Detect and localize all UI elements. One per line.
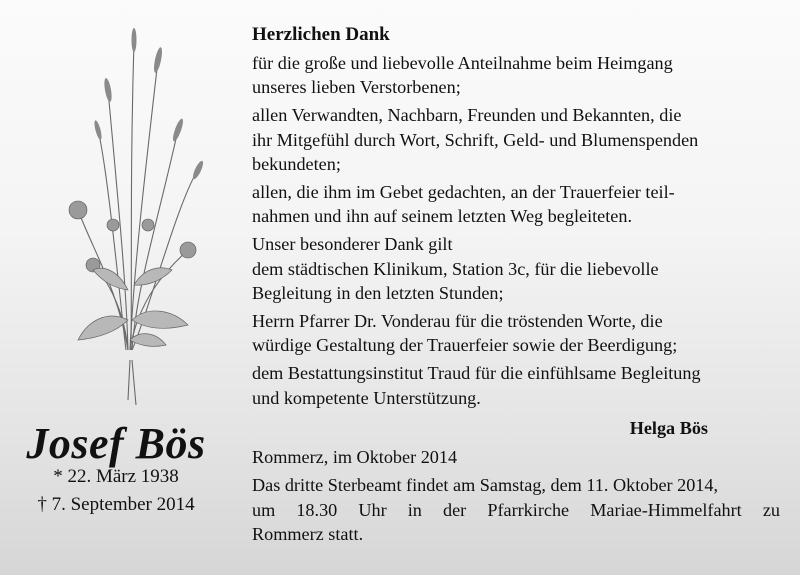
text-line: Das dritte Sterbeamt findet am Samstag, dem 11. Oktober 2014, xyxy=(252,475,719,496)
birth-date: * 22. März 1938 xyxy=(53,466,179,487)
deceased-name: Josef Bös xyxy=(26,419,206,468)
text-line: allen, die ihm im Gebet gedachten, an der Trauerfeier teil- xyxy=(252,182,675,203)
text-line: dem Bestattungsinstitut Traud für die einfühlsame Begleitung xyxy=(252,363,701,384)
text-line: würdige Gestaltung der Trauerfeier sowie der Beerdigung; xyxy=(252,335,678,356)
death-date: † 7. September 2014 xyxy=(37,494,195,515)
left-column xyxy=(0,0,232,575)
text-line: Rommerz statt. xyxy=(252,523,364,544)
place-date xyxy=(252,445,780,469)
text-line: Rommerz, im Oktober 2014 xyxy=(252,447,458,468)
text-line: Unser besonderer Dank gilt xyxy=(252,234,453,255)
thank-you-text xyxy=(252,22,780,550)
signature: Helga Bös xyxy=(629,418,708,439)
text-line: und kompetente Unterstützung. xyxy=(252,387,481,408)
text-line: unseres lieben Verstorbenen; xyxy=(252,77,461,98)
text-line: für die große und liebevolle Anteilnahme beim Heimgang xyxy=(252,53,673,73)
paragraph xyxy=(252,51,780,100)
notice-heading: Herzlichen Dank xyxy=(252,24,390,45)
text-line: nahmen und ihn auf seinem letzten Weg begleiteten. xyxy=(252,206,633,227)
text-line: Begleitung in den letzten Stunden; xyxy=(252,283,504,304)
text-line: ihr Mitgefühl durch Wort, Schrift, Geld- und Blumenspenden xyxy=(252,129,699,150)
text-line: Herrn Pfarrer Dr. Vonderau für die tröstenden Worte, die xyxy=(252,311,663,332)
requiem-info xyxy=(252,473,780,546)
paragraph xyxy=(252,103,780,176)
flower-bouquet-image xyxy=(48,20,208,420)
paragraph xyxy=(252,180,780,229)
text-line: allen Verwandten, Nachbarn, Freunden und Bekannten, die xyxy=(252,105,682,126)
paragraph xyxy=(252,232,780,305)
paragraph xyxy=(252,361,780,410)
paragraph xyxy=(252,309,780,358)
text-line: bekundeten; xyxy=(252,154,341,175)
text-line: dem städtischen Klinikum, Station 3c, für die liebevolle xyxy=(252,258,659,279)
text-line: um 18.30 Uhr in der Pfarrkirche Mariae-Himmelfahrt zu xyxy=(252,499,780,520)
